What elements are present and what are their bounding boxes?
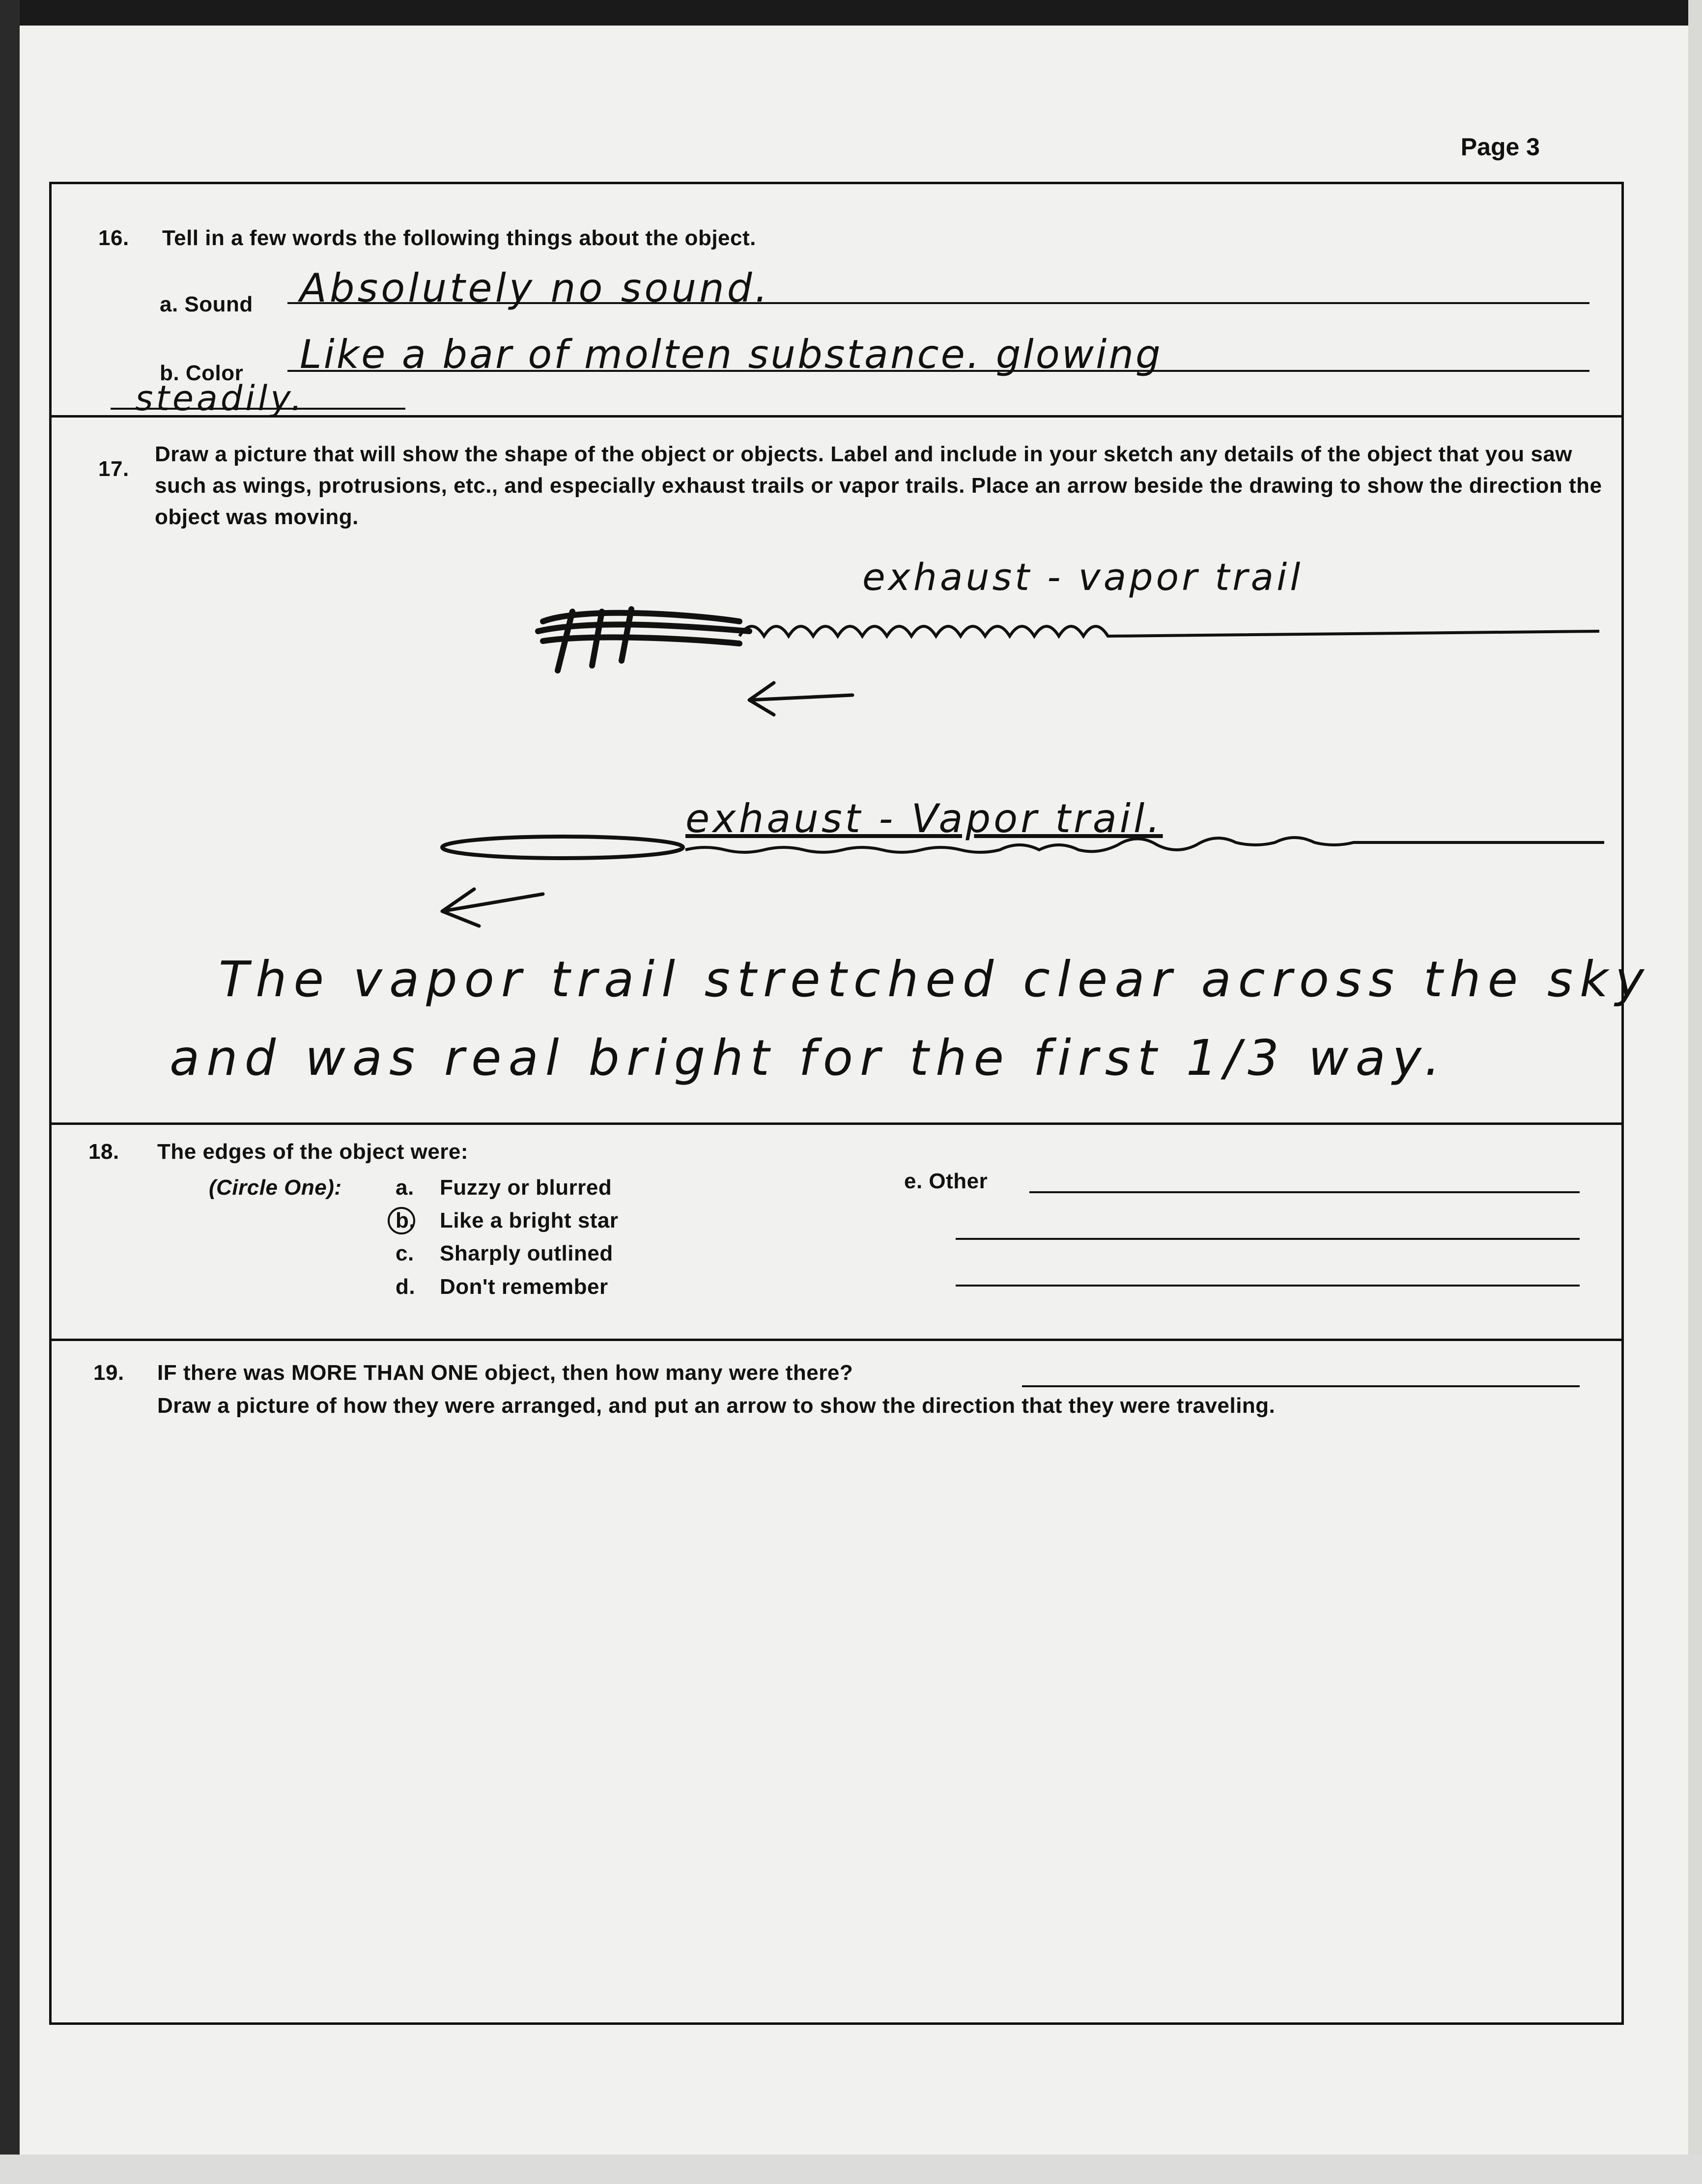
upper-direction-arrow — [749, 683, 852, 715]
q17-sketch-drawing — [52, 415, 1621, 1122]
q17-note-line2: and was real bright for the first 1/3 way. — [170, 1029, 1447, 1087]
crossed-out-object-scribble — [538, 609, 749, 671]
q17-prompt: Draw a picture that will show the shape of the object or objects. Label and include in your sketch any details of the object that you saw such as wings, protrusions, etc., and especially exhaust trails or vapor trails. Place an arrow beside the drawing to show the direction the object was moving. — [155, 442, 1602, 529]
q17-sketch-label-upper: exhaust - vapor trail — [862, 555, 1304, 599]
scan-bottom-border — [0, 2155, 1702, 2184]
q17-note-line1: The vapor trail stretched clear across the sky — [219, 951, 1651, 1008]
q18-number: 18. — [88, 1140, 119, 1164]
q18-option-b: Like a bright star — [440, 1208, 619, 1232]
q16-color-line — [287, 370, 1589, 372]
q16-sound-answer: Absolutely no sound. — [300, 265, 770, 311]
q18-other-label: e. Other — [904, 1169, 988, 1193]
q16-sound-label: a. Sound — [160, 292, 253, 316]
question-19-section — [52, 1339, 1621, 2022]
q18-other-line-3 — [956, 1285, 1580, 1287]
q18-circle-one: (Circle One): — [209, 1176, 342, 1200]
q17-number: 17. — [98, 457, 129, 481]
q19-drawing-area[interactable] — [52, 1437, 1621, 2016]
q16-color-answer-line1: Like a bar of molten substance. glowing — [300, 332, 1163, 377]
q19-count-line — [1022, 1385, 1580, 1387]
q19-prompt-line2: Draw a picture of how they were arranged, and put an arrow to show the direction that they were traveling. — [157, 1394, 1276, 1418]
question-18-section — [52, 1122, 1621, 1341]
question-17-section — [52, 415, 1651, 1125]
question-16-section — [52, 184, 1621, 418]
q19-prompt-line1: IF there was MORE THAN ONE object, then how many were there? — [157, 1361, 853, 1385]
q18-option-d-letter: d. — [396, 1275, 416, 1299]
q18-option-c: Sharply outlined — [440, 1241, 613, 1265]
q16-sound-line — [287, 302, 1589, 304]
q18-option-b-letter: b. — [396, 1208, 416, 1232]
q18-other-line-1 — [1029, 1191, 1580, 1193]
lower-object-oval — [442, 837, 683, 858]
scan-left-border — [0, 0, 20, 2184]
lower-direction-arrow — [442, 889, 543, 926]
q16-color-answer-line2: steadily. — [135, 378, 305, 419]
scan-right-border — [1688, 0, 1702, 2184]
q17-sketch-label-lower: exhaust - Vapor trail. — [685, 796, 1163, 841]
q18-option-c-letter: c. — [396, 1241, 414, 1265]
q16-prompt: Tell in a few words the following things about the object. — [162, 226, 756, 250]
q18-option-a-letter: a. — [396, 1176, 414, 1200]
page-number: Page 3 — [1460, 133, 1540, 161]
scan-top-border — [0, 0, 1702, 26]
upper-vapor-trail-scribble — [739, 626, 1599, 636]
q18-prompt: The edges of the object were: — [157, 1140, 469, 1164]
q18-other-line-2 — [956, 1238, 1580, 1240]
q16-number: 16. — [98, 226, 129, 250]
q16-color-label: b. Color — [160, 361, 244, 385]
q19-number: 19. — [93, 1361, 124, 1385]
q18-option-d: Don't remember — [440, 1275, 608, 1299]
q18-option-a: Fuzzy or blurred — [440, 1176, 612, 1200]
form-frame — [49, 182, 1651, 2025]
q16-color-line-2 — [111, 408, 405, 410]
